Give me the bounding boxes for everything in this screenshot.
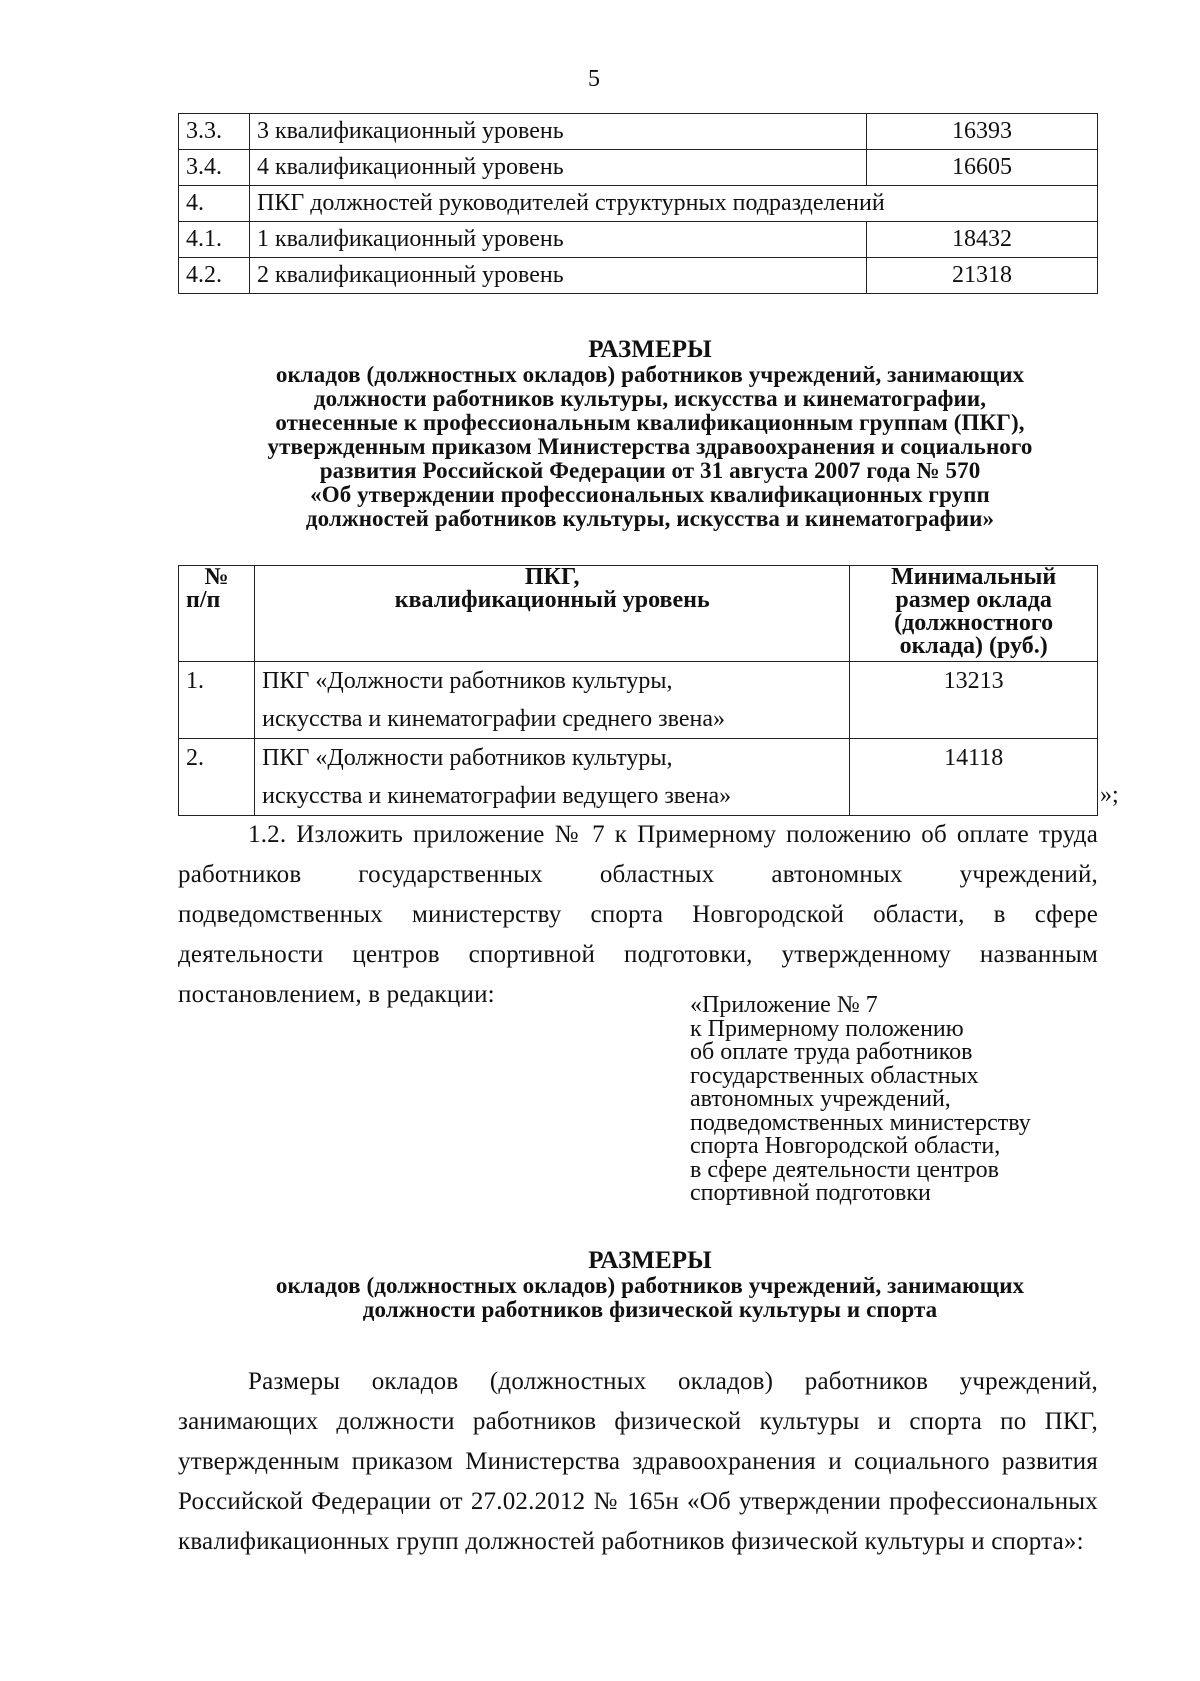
heading-line: окладов (должностных окладов) работников учреждений, занимающих — [275, 1273, 1025, 1298]
appendix-line: «Приложение № 7 — [690, 992, 878, 1018]
heading-title: РАЗМЕРЫ — [588, 336, 712, 363]
table-row — [179, 222, 1098, 258]
page-number: 5 — [588, 66, 600, 92]
table-row — [179, 114, 1098, 150]
header-text: квалификационный уровень — [394, 587, 710, 613]
header-text: оклада) (руб.) — [899, 633, 1048, 659]
heading-line: отнесенные к профессиональным квалификационным группам (ПКГ), — [275, 410, 1025, 435]
row-name — [255, 739, 850, 816]
row-number: 4.2. — [179, 258, 250, 294]
row-name-line: ПКГ «Должности работников культуры, — [262, 745, 673, 771]
appendix-line: спортивной подготовки — [690, 1180, 931, 1206]
table-row — [179, 662, 1098, 739]
table-header-row — [179, 566, 1098, 662]
heading-title: РАЗМЕРЫ — [588, 1247, 712, 1274]
row-name-line: искусства и кинематографии ведущего звена» — [262, 783, 732, 809]
appendix-line: к Примерному положению — [690, 1015, 964, 1042]
header-text: п/п — [186, 587, 221, 613]
section-heading-culture — [150, 336, 1150, 531]
row-name: 1 квалификационный уровень — [250, 222, 867, 258]
table-row — [179, 150, 1098, 186]
heading-line: должности работников культуры, искусства и кинематографии, — [313, 386, 987, 411]
header-text: Минимальный — [891, 564, 1057, 590]
appendix-line: подведомственных министерству — [690, 1109, 1031, 1136]
appendix-header — [690, 994, 1120, 1206]
closing-quote: »; — [1100, 782, 1119, 808]
heading-line: утвержденным приказом Министерства здравоохранения и социального — [267, 434, 1033, 459]
row-value: 14118 — [850, 739, 1098, 816]
row-name-line: искусства и кинематографии среднего звена» — [262, 706, 725, 732]
row-number: 3.3. — [179, 114, 250, 150]
row-name: 2 квалификационный уровень — [250, 258, 867, 294]
row-value: 16393 — [867, 114, 1098, 150]
appendix-line: в сфере деятельности центров — [690, 1156, 999, 1183]
header-text: (должностного — [894, 610, 1054, 636]
salary-table-top — [178, 113, 1098, 294]
appendix-line: об оплате труда работников — [690, 1039, 973, 1065]
header-name — [255, 566, 850, 662]
heading-line: «Об утверждении профессиональных квалификационных групп — [310, 482, 990, 507]
row-number: 4.1. — [179, 222, 250, 258]
appendix-line: автономных учреждений, — [690, 1086, 951, 1112]
header-text: размер оклада — [895, 587, 1052, 613]
row-value: 16605 — [867, 150, 1098, 186]
row-number: 1. — [179, 662, 255, 739]
paragraph-amendment: 1.2. Изложить приложение № 7 к Примерному положению об оплате труда работников государственных областных автономных учреждений, подведомственных министерству спорта Новгородской области, в сфере деятельности центров спортивной подготовки, утвержденному названным постановлением, в редакции: — [178, 821, 1098, 1008]
header-value — [850, 566, 1098, 662]
row-value: 21318 — [867, 258, 1098, 294]
salary-table-culture — [178, 565, 1098, 816]
table-row — [179, 186, 1098, 222]
heading-line: должностей работников культуры, искусства и кинематографии» — [305, 506, 995, 531]
appendix-line: спорта Новгородской области, — [690, 1133, 1001, 1159]
row-value: 18432 — [867, 222, 1098, 258]
row-number: 3.4. — [179, 150, 250, 186]
header-text: ПКГ, — [524, 564, 580, 590]
heading-line: должности работников физической культуры и спорта — [362, 1297, 938, 1322]
heading-line: развития Российской Федерации от 31 августа 2007 года № 570 — [319, 458, 981, 483]
heading-line: окладов (должностных окладов) работников учреждений, занимающих — [275, 362, 1025, 387]
section-heading-sport — [150, 1247, 1150, 1322]
row-name: ПКГ должностей руководителей структурных подразделений — [250, 186, 1098, 222]
appendix-line: государственных областных — [690, 1062, 979, 1089]
table-row — [179, 739, 1098, 816]
row-number: 2. — [179, 739, 255, 816]
row-number: 4. — [179, 186, 250, 222]
row-name — [255, 662, 850, 739]
table-row — [179, 258, 1098, 294]
header-number — [179, 566, 255, 662]
row-value: 13213 — [850, 662, 1098, 739]
header-text: № — [204, 564, 229, 590]
paragraph-sport-salaries: Размеры окладов (должностных окладов) работников учреждений, занимающих должности работников физической культуры и спорта по ПКГ, утвержденным приказом Министерства здравоохранения и социального развития Российской Федерации от 27.02.2012 № 165н «Об утверждении профессиональных квалификационных групп должностей работников физической культуры и спорта»: — [178, 1368, 1098, 1555]
row-name: 3 квалификационный уровень — [250, 114, 867, 150]
row-name: 4 квалификационный уровень — [250, 150, 867, 186]
row-name-line: ПКГ «Должности работников культуры, — [262, 668, 673, 694]
